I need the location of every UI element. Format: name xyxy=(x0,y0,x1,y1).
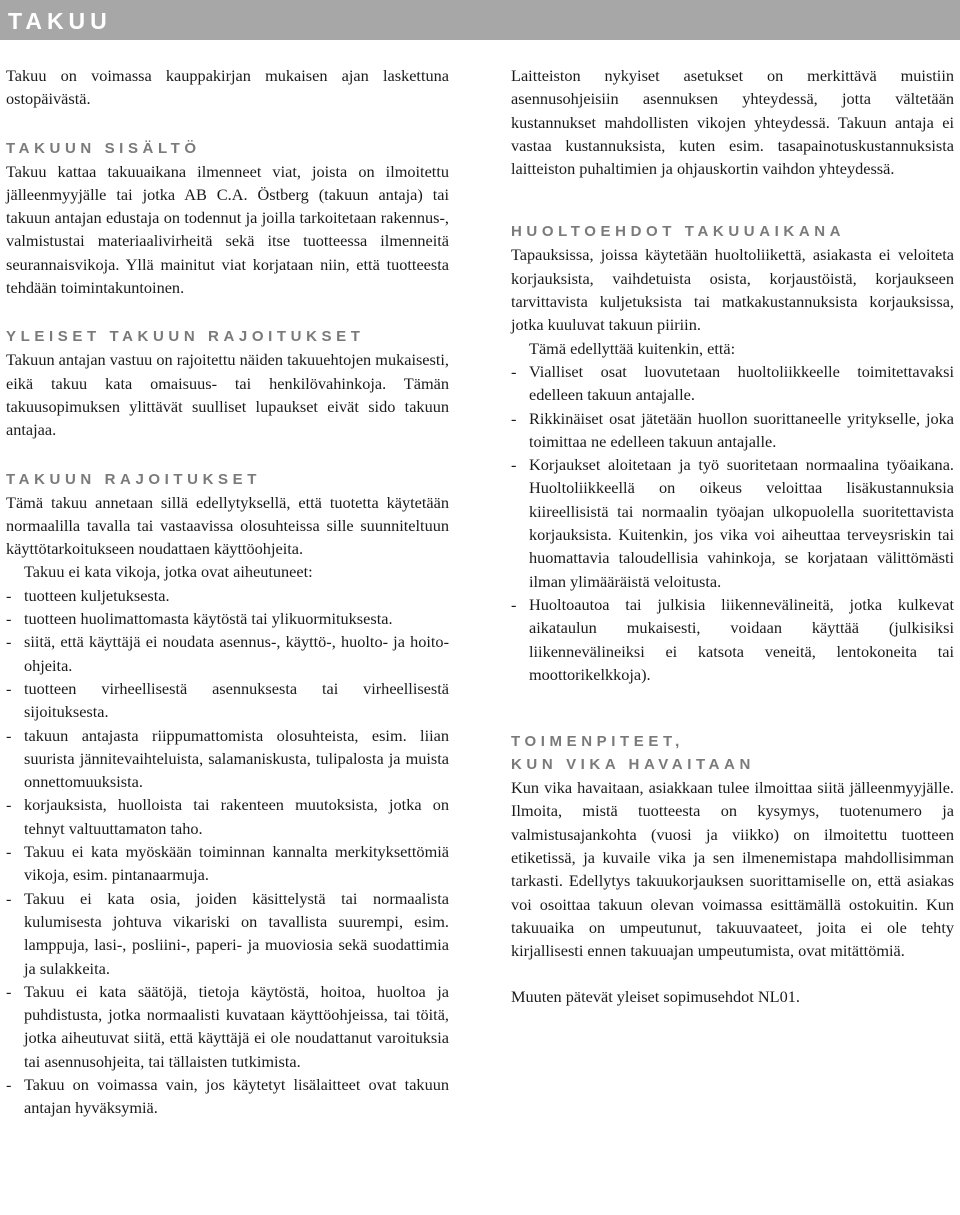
left-column xyxy=(6,64,449,1120)
rajoitukset-lead: Takuu ei kata vikoja, jotka ovat aiheutuneet: xyxy=(24,562,313,582)
title-bar xyxy=(0,0,960,40)
section-heading-toimenpiteet xyxy=(511,730,954,776)
section-heading-huolto: HUOLTOEHDOT TAKUUAIKANA xyxy=(511,223,846,241)
sisalto-paragraph: Takuu kattaa takuuaikana ilmenneet viat, joista on ilmoitettu jälleenmyyjälle tai jotka AB C.A. Östberg (takuun antaja) tai takuun antajan edustaja on todennut ja joilla tarkoitetaan rakennus-, valmistustai materiaalivirheitä sekä itse tuotteessa ilmenneitä seurannaisvikoja. Yllä mainitut viat korjataan niin, että tuotteesta tehdään toimintakuntoinen. xyxy=(6,161,449,298)
intro-paragraph: Takuu on voimassa kauppakirjan mukaisen ajan laskettuna ostopäivästä. xyxy=(6,66,449,109)
rajoitukset-paragraph: Tämä takuu annetaan sillä edellytyksellä, että tuotetta käytetään normaalilla tavalla tai vastaavissa olosuhteissa sille suunniteltuun käyttötarkoitukseen noudattaen käyttöohjeita. xyxy=(6,492,449,559)
yleiset-paragraph: Takuun antajan vastuu on rajoitettu näiden takuuehtojen mukaisesti, eikä takuu kata omaisuus- tai henkilövahinkoja. Tämän takuusopimuksen ylittävät suulliset lupaukset eivät sido takuun antajaa. xyxy=(6,350,449,440)
section-heading-sisalto: TAKUUN SISÄLTÖ xyxy=(6,139,201,157)
list-item: - Takuu ei kata säätöjä, tietoja käytöstä, hoitoa, huoltoa ja puhdistusta, jotka normaalisti kuvataan käyttöohjeissa, tai töitä, jotka aiheutuvat siitä, että käyttäjä ei ole noudattanut varoituksia tai asennusohjeita, tai tällaisten tutkimista. xyxy=(6,980,449,1073)
huolto-lead: Tämä edellyttää kuitenkin, että: xyxy=(529,338,736,358)
section-heading-yleiset: YLEISET TAKUUN RAJOITUKSET xyxy=(6,328,365,346)
list-item: - Takuu on voimassa vain, jos käytetyt lisälaitteet ovat takuun antajan hyväksymiä. xyxy=(6,1073,449,1120)
condition-list xyxy=(511,360,954,686)
list-item: - tuotteen kuljetuksesta. xyxy=(6,584,449,607)
right-column xyxy=(511,64,954,1008)
list-item: - Korjaukset aloitetaan ja työ suoritetaan normaalina työaikana. Huoltoliikkeellä on oikeus veloittaa lisäkustannuksia kiireellisistä tai normaalin työajan ulkopuolella suoritettavista korjauksista. Kuitenkin, jos vika voi aiheuttaa terveysriskin tai huomattavia taloudellisia vahinkoja, se korjataan välittömästi ilman ylimääräistä veloitusta. xyxy=(511,453,954,593)
section-heading-rajoitukset: TAKUUN RAJOITUKSET xyxy=(6,470,262,488)
list-item: - tuotteen huolimattomasta käytöstä tai ylikuormituksesta. xyxy=(6,607,449,630)
list-item: - Huoltoautoa tai julkisia liikennevälineitä, jotka kulkevat aikataulun mukaisesti, voidaan käyttää (julkisiksi liikennevälineiksi ei katsota veneitä, lentokoneita tai moottorikelkkoja). xyxy=(511,593,954,686)
toimenpiteet-paragraph: Kun vika havaitaan, asiakkaan tulee ilmoittaa siitä jälleenmyyjälle. Ilmoita, mistä tuotteesta on kysymys, tuotenumero ja valmistusajankohta (vuosi ja viikko) on ilmoitettu tuotteen etiketissä, ja kuvaile vika ja sen ilmenemistapa mahdollisimman tarkasti. Edellytys takuukorjauksen suorittamiselle on, että asiakas voi osoittaa takuun olevan voimassa esittämällä ostokuitin. Kun takuuaika on umpeutunut, takuuvaateet, joita ei ole tehty kirjallisesti ennen takuuajan umpeutumista, ovat mitättömiä. xyxy=(511,778,954,961)
list-item: - Rikkinäiset osat jätetään huollon suorittaneelle yritykselle, joka toimittaa ne edelleen takuun antajalle. xyxy=(511,407,954,454)
heading-line: TOIMENPITEET, xyxy=(511,733,684,751)
list-item: - tuotteen virheellisestä asennuksesta tai virheellisestä sijoituksesta. xyxy=(6,677,449,724)
list-item: - Takuu ei kata osia, joiden käsittelystä tai normaalista kulumisesta johtuva vikariski on tavallista suurempi, esim. lamppuja, lasi-, posliini-, paperi- ja muoviosia sekä suodattimia ja sulakkeita. xyxy=(6,887,449,980)
list-item: - takuun antajasta riippumattomista olosuhteista, esim. liian suurista jännitevaihteluista, salamaniskusta, tulipalosta ja muista onnettomuuksista. xyxy=(6,724,449,794)
huolto-paragraph: Tapauksissa, joissa käytetään huoltoliikettä, asiakasta ei veloiteta korjauksista, vaihdetuista osista, korjaustöistä, korjaukseen tarvittavista kuljetuksista tai matkakustannuksista korjauksissa, jotka kuuluvat takuun piiriin. xyxy=(511,245,954,335)
footer-note: Muuten pätevät yleiset sopimusehdot NL01. xyxy=(511,986,800,1006)
list-item: - siitä, että käyttäjä ei noudata asennus-, käyttö-, huolto- ja hoito-ohjeita. xyxy=(6,630,449,677)
settings-paragraph: Laitteiston nykyiset asetukset on merkittävä muistiin asennusohjeisiin asennuksen yhteydessä, jotta vältetään kustannukset mahdollisten vikojen yhteydessä. Takuun antaja ei vastaa kustannuksista, kuten esim. tasapainotuskustannuksista laitteiston puhaltimien ja ohjauskortin vaihdon yhteydessä. xyxy=(511,66,954,179)
list-item: - Vialliset osat luovutetaan huoltoliikkeelle toimitettavaksi edelleen takuun antajalle. xyxy=(511,360,954,407)
exclusion-list xyxy=(6,584,449,1120)
heading-line: KUN VIKA HAVAITAAN xyxy=(511,756,755,774)
page-title: TAKUU xyxy=(8,8,112,34)
list-item: - korjauksista, huolloista tai rakenteen muutoksista, jotka on tehnyt valtuuttamaton taho. xyxy=(6,793,449,840)
list-item: - Takuu ei kata myöskään toiminnan kannalta merkityksettömiä vikoja, esim. pintanaarmuja. xyxy=(6,840,449,887)
